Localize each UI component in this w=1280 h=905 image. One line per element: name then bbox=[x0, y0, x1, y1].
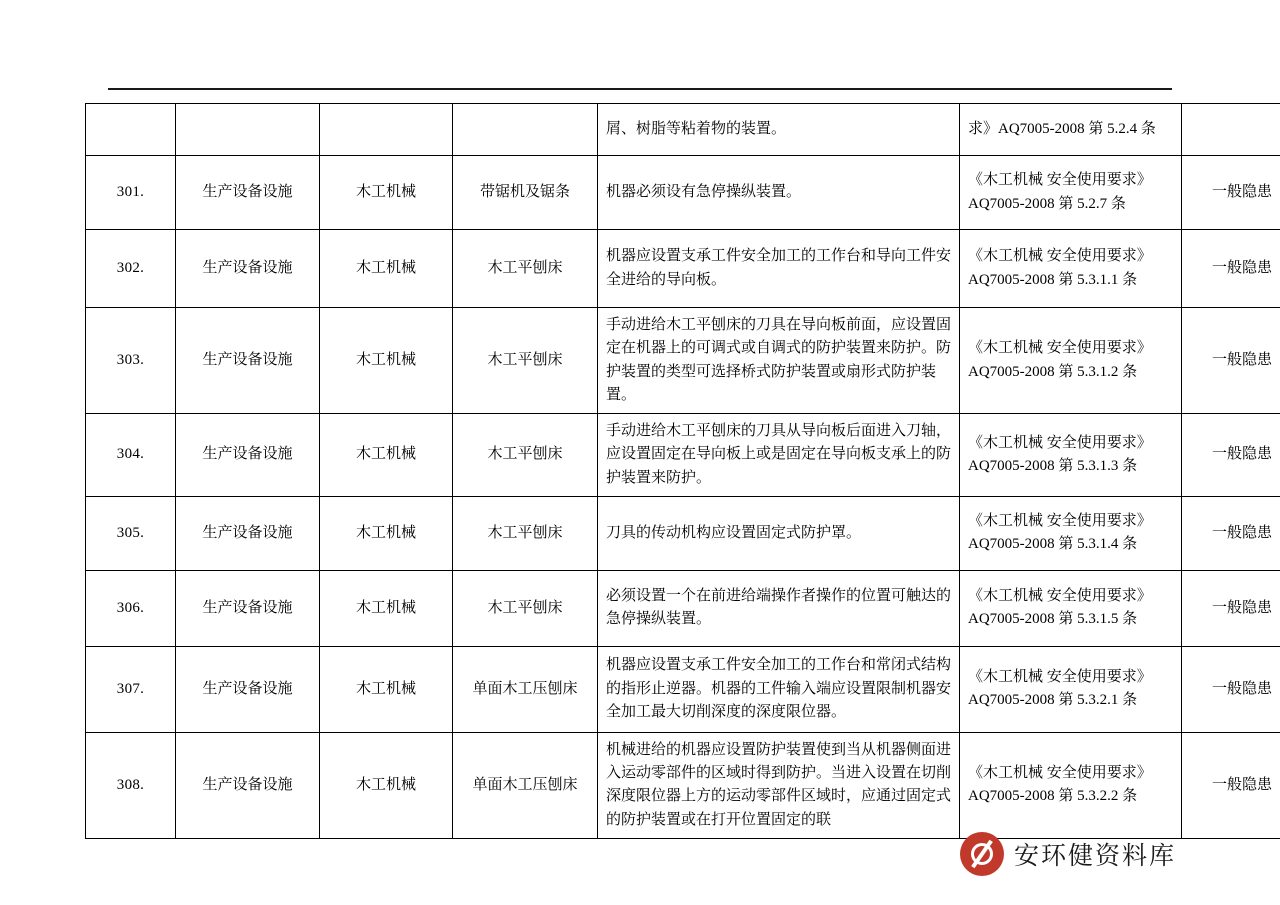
table-body bbox=[86, 104, 1280, 839]
table-row bbox=[86, 156, 1280, 230]
hazard-checklist-table bbox=[85, 103, 1280, 839]
table-row bbox=[86, 230, 1280, 308]
cell-description: 机器应设置支承工件安全加工的工作台和常闭式结构的指形止逆器。机器的工件输入端应设置限制机器安全加工最大切削深度的深度限位器。 bbox=[598, 646, 960, 732]
cell-item: 带锯机及锯条 bbox=[453, 156, 598, 230]
cell-basis: 《木工机械 安全使用要求》AQ7005-2008 第 5.3.1.3 条 bbox=[960, 414, 1182, 497]
cell-category: 生产设备设施 bbox=[176, 496, 320, 570]
cell-level: 一般隐患 bbox=[1182, 156, 1280, 230]
cell-category: 生产设备设施 bbox=[176, 570, 320, 646]
table-row bbox=[86, 732, 1280, 838]
cell-level: 一般隐患 bbox=[1182, 570, 1280, 646]
cell-subcategory bbox=[320, 104, 453, 156]
cell-category: 生产设备设施 bbox=[176, 414, 320, 497]
cell-description: 屑、树脂等粘着物的装置。 bbox=[598, 104, 960, 156]
cell-category: 生产设备设施 bbox=[176, 732, 320, 838]
table-row bbox=[86, 308, 1280, 414]
cell-category: 生产设备设施 bbox=[176, 308, 320, 414]
cell-basis: 《木工机械 安全使用要求》AQ7005-2008 第 5.3.1.5 条 bbox=[960, 570, 1182, 646]
cell-level: 一般隐患 bbox=[1182, 732, 1280, 838]
cell-description: 必须设置一个在前进给端操作者操作的位置可触达的急停操纵装置。 bbox=[598, 570, 960, 646]
cell-subcategory: 木工机械 bbox=[320, 732, 453, 838]
cell-item: 单面木工压刨床 bbox=[453, 732, 598, 838]
cell-number: 306. bbox=[86, 570, 176, 646]
cell-subcategory: 木工机械 bbox=[320, 414, 453, 497]
cell-number: 303. bbox=[86, 308, 176, 414]
cell-basis: 《木工机械 安全使用要求》AQ7005-2008 第 5.3.1.2 条 bbox=[960, 308, 1182, 414]
cell-basis: 《木工机械 安全使用要求》AQ7005-2008 第 5.3.1.1 条 bbox=[960, 230, 1182, 308]
cell-basis: 《木工机械 安全使用要求》AQ7005-2008 第 5.3.2.2 条 bbox=[960, 732, 1182, 838]
cell-subcategory: 木工机械 bbox=[320, 308, 453, 414]
cell-level: 一般隐患 bbox=[1182, 414, 1280, 497]
cell-number: 308. bbox=[86, 732, 176, 838]
cell-category bbox=[176, 104, 320, 156]
watermark bbox=[960, 828, 1210, 880]
cell-basis: 《木工机械 安全使用要求》AQ7005-2008 第 5.3.2.1 条 bbox=[960, 646, 1182, 732]
cell-category: 生产设备设施 bbox=[176, 230, 320, 308]
table-row bbox=[86, 104, 1280, 156]
cell-number: 307. bbox=[86, 646, 176, 732]
cell-description: 刀具的传动机构应设置固定式防护罩。 bbox=[598, 496, 960, 570]
table-row bbox=[86, 496, 1280, 570]
cell-category: 生产设备设施 bbox=[176, 646, 320, 732]
cell-subcategory: 木工机械 bbox=[320, 646, 453, 732]
camera-circle-icon bbox=[960, 832, 1004, 876]
cell-description: 机器应设置支承工件安全加工的工作台和导向工件安全进给的导向板。 bbox=[598, 230, 960, 308]
cell-level: 一般隐患 bbox=[1182, 646, 1280, 732]
cell-number: 302. bbox=[86, 230, 176, 308]
header-rule bbox=[108, 88, 1172, 90]
cell-basis: 《木工机械 安全使用要求》AQ7005-2008 第 5.2.7 条 bbox=[960, 156, 1182, 230]
cell-item: 木工平刨床 bbox=[453, 414, 598, 497]
cell-item: 木工平刨床 bbox=[453, 308, 598, 414]
table-row bbox=[86, 570, 1280, 646]
cell-number: 304. bbox=[86, 414, 176, 497]
cell-description: 手动进给木工平刨床的刀具从导向板后面进入刀轴，应设置固定在导向板上或是固定在导向板支承上的防护装置来防护。 bbox=[598, 414, 960, 497]
cell-level bbox=[1182, 104, 1280, 156]
cell-number: 305. bbox=[86, 496, 176, 570]
cell-description: 手动进给木工平刨床的刀具在导向板前面，应设置固定在机器上的可调式或自调式的防护装置来防护。防护装置的类型可选择桥式防护装置或扇形式防护装置。 bbox=[598, 308, 960, 414]
cell-number bbox=[86, 104, 176, 156]
cell-item: 木工平刨床 bbox=[453, 496, 598, 570]
cell-number: 301. bbox=[86, 156, 176, 230]
cell-item: 木工平刨床 bbox=[453, 570, 598, 646]
table-row bbox=[86, 414, 1280, 497]
cell-category: 生产设备设施 bbox=[176, 156, 320, 230]
cell-subcategory: 木工机械 bbox=[320, 570, 453, 646]
watermark-label: 安环健资料库 bbox=[1014, 843, 1177, 870]
cell-subcategory: 木工机械 bbox=[320, 230, 453, 308]
cell-subcategory: 木工机械 bbox=[320, 156, 453, 230]
cell-description: 机器必须设有急停操纵装置。 bbox=[598, 156, 960, 230]
table-row bbox=[86, 646, 1280, 732]
cell-level: 一般隐患 bbox=[1182, 230, 1280, 308]
cell-level: 一般隐患 bbox=[1182, 496, 1280, 570]
cell-subcategory: 木工机械 bbox=[320, 496, 453, 570]
cell-basis: 《木工机械 安全使用要求》AQ7005-2008 第 5.3.1.4 条 bbox=[960, 496, 1182, 570]
cell-item: 单面木工压刨床 bbox=[453, 646, 598, 732]
cell-level: 一般隐患 bbox=[1182, 308, 1280, 414]
cell-description: 机械进给的机器应设置防护装置使到当从机器侧面进入运动零部件的区域时得到防护。当进入设置在切削深度限位器上方的运动零部件区域时，应通过固定式的防护装置或在打开位置固定的联 bbox=[598, 732, 960, 838]
cell-item bbox=[453, 104, 598, 156]
cell-basis: 求》AQ7005-2008 第 5.2.4 条 bbox=[960, 104, 1182, 156]
cell-item: 木工平刨床 bbox=[453, 230, 598, 308]
